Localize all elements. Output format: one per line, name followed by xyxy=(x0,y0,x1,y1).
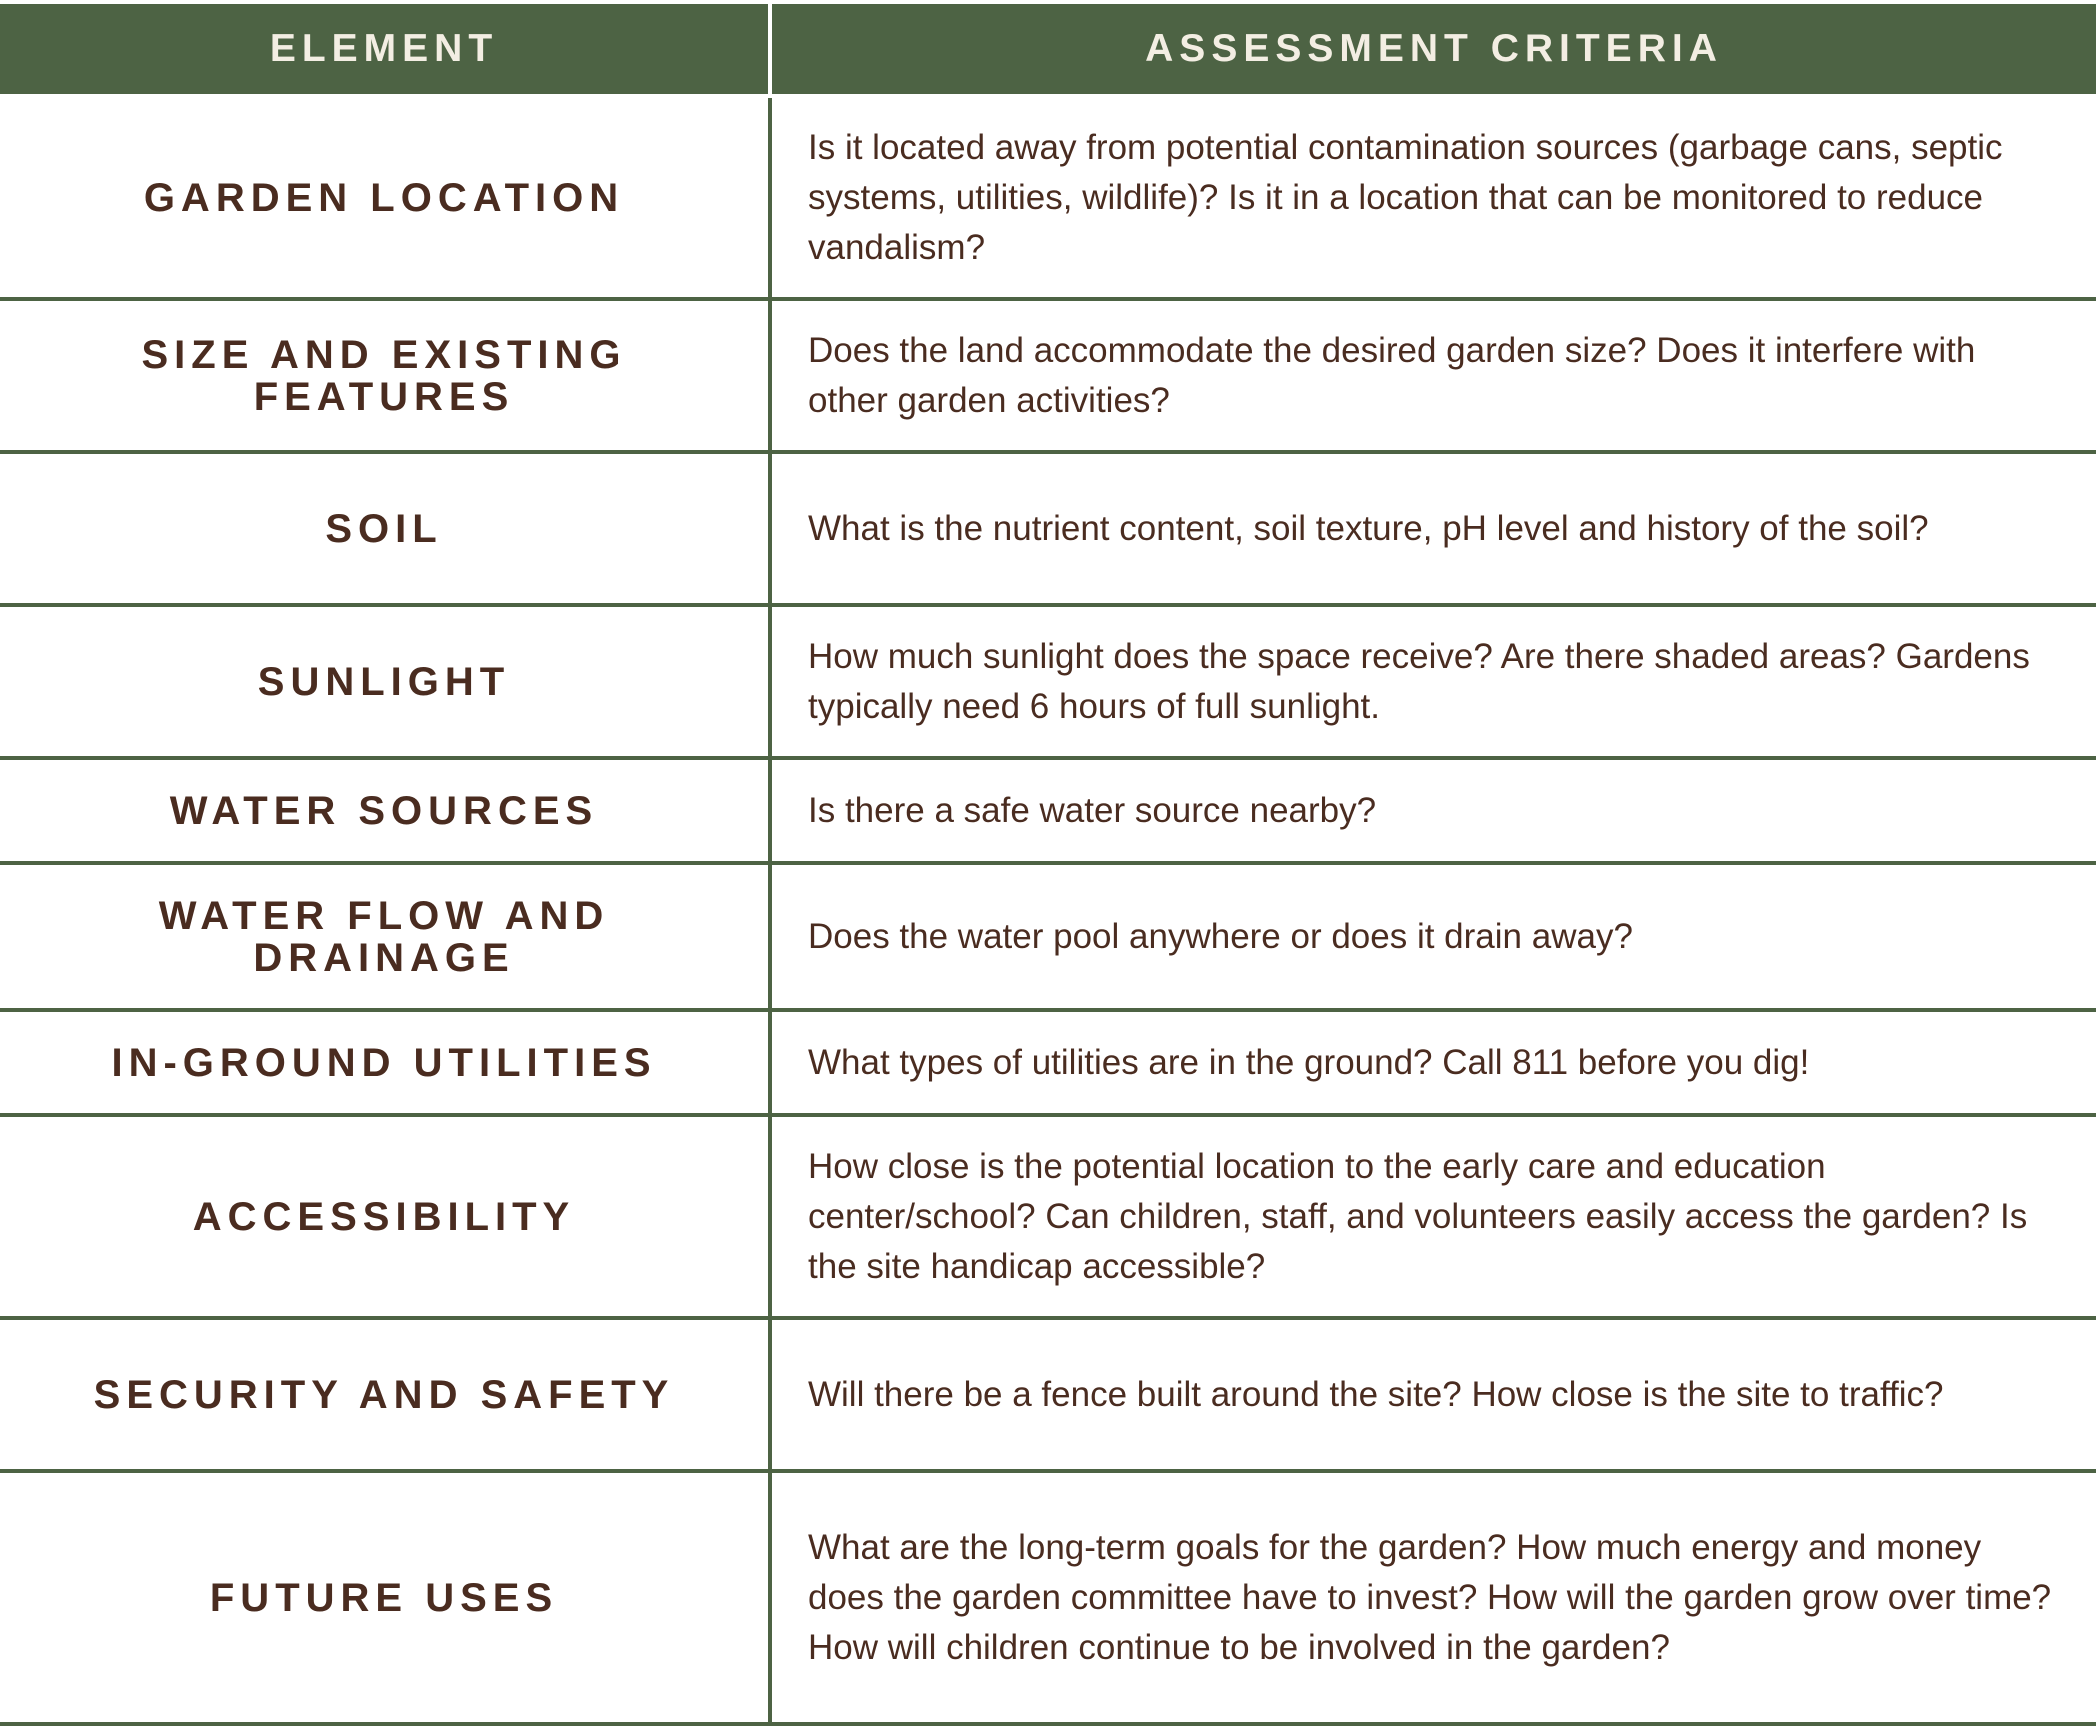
table-row xyxy=(0,863,2096,1010)
table-row xyxy=(0,1471,2096,1724)
criteria-cell: Is there a safe water source nearby? xyxy=(770,758,2096,863)
criteria-cell: How much sunlight does the space receive? Are there shaded areas? Gardens typically need 6 hours of full sunlight. xyxy=(770,605,2096,758)
criteria-cell: Will there be a fence built around the site? How close is the site to traffic? xyxy=(770,1318,2096,1471)
table-row xyxy=(0,1115,2096,1318)
criteria-cell: Does the water pool anywhere or does it drain away? xyxy=(770,863,2096,1010)
criteria-cell: Is it located away from potential contamination sources (garbage cans, septic systems, utilities, wildlife)? Is it in a location that can be monitored to reduce vandalism? xyxy=(770,96,2096,299)
site-assessment-table xyxy=(0,4,2096,1726)
header-row xyxy=(0,4,2096,96)
criteria-cell: Does the land accommodate the desired garden size? Does it interfere with other garden activities? xyxy=(770,299,2096,452)
element-cell: SUNLIGHT xyxy=(0,605,770,758)
assessment-table-container xyxy=(0,4,2096,1726)
criteria-cell: What is the nutrient content, soil texture, pH level and history of the soil? xyxy=(770,452,2096,605)
element-cell: IN-GROUND UTILITIES xyxy=(0,1010,770,1115)
table-row xyxy=(0,605,2096,758)
element-cell: WATER SOURCES xyxy=(0,758,770,863)
column-header-criteria: ASSESSMENT CRITERIA xyxy=(770,4,2096,96)
column-header-element: ELEMENT xyxy=(0,4,770,96)
element-cell: ACCESSIBILITY xyxy=(0,1115,770,1318)
element-cell: SOIL xyxy=(0,452,770,605)
table-row xyxy=(0,1318,2096,1471)
element-cell: FUTURE USES xyxy=(0,1471,770,1724)
table-header xyxy=(0,4,2096,96)
table-row xyxy=(0,299,2096,452)
element-cell: SIZE AND EXISTING FEATURES xyxy=(0,299,770,452)
table-row xyxy=(0,1010,2096,1115)
table-body xyxy=(0,96,2096,1724)
table-row xyxy=(0,452,2096,605)
element-cell: SECURITY AND SAFETY xyxy=(0,1318,770,1471)
element-cell: GARDEN LOCATION xyxy=(0,96,770,299)
criteria-cell: How close is the potential location to the early care and education center/school? Can children, staff, and volunteers easily access the garden? Is the site handicap accessible? xyxy=(770,1115,2096,1318)
criteria-cell: What types of utilities are in the ground? Call 811 before you dig! xyxy=(770,1010,2096,1115)
table-row xyxy=(0,758,2096,863)
table-row xyxy=(0,96,2096,299)
element-cell: WATER FLOW AND DRAINAGE xyxy=(0,863,770,1010)
criteria-cell: What are the long-term goals for the garden? How much energy and money does the garden committee have to invest? How will the garden grow over time? How will children continue to be involved in the garden? xyxy=(770,1471,2096,1724)
